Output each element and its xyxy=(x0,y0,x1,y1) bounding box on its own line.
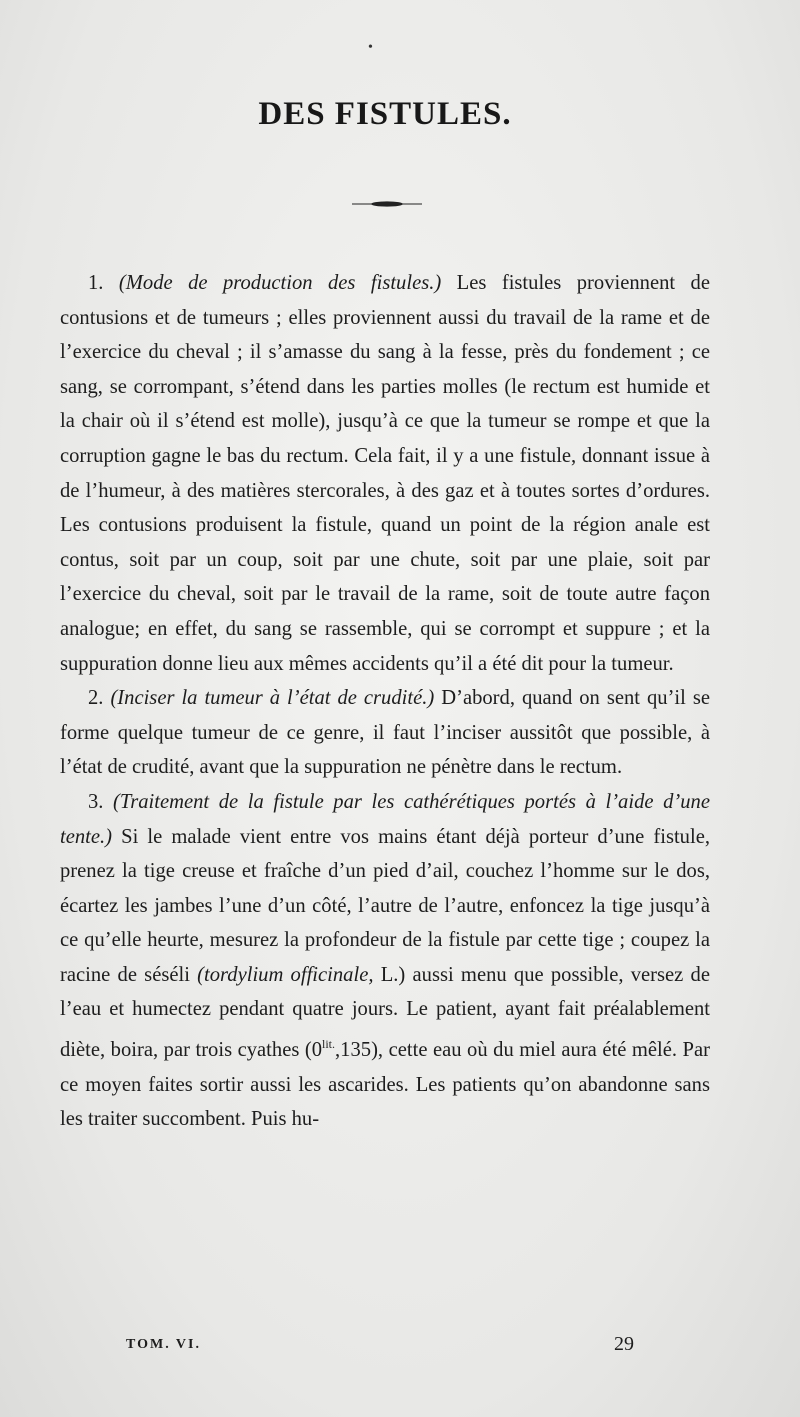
botanical-name: (tordylium officinale, xyxy=(197,963,374,986)
paragraph-heading: (Traitement de la fistule par les cathérétiques portés à l’aide d’une tente.) xyxy=(60,790,710,848)
paragraph-text: L.) aussi menu que possible, versez de l’eau et humectez pendant quatre jours. Le patient, ayant fait préalablement diète, boira, par trois cyathes (0 xyxy=(60,963,710,1061)
ornamental-rule xyxy=(352,200,422,208)
paragraph-text: ,135), cette eau où du miel aura été mêlé. Par ce moyen faites sortir aussi les ascarides. Les patients qu’on abandonne sans les traiter succombent. Puis hu- xyxy=(60,1038,710,1131)
text-body xyxy=(60,266,710,1137)
paragraph-text: Les fistules proviennent de contusions et de tumeurs ; elles proviennent aussi du travail de la rame et de l’exercice du cheval ; il s’amasse du sang à la fesse, près du fondement ; ce sang, se corrompant, s’étend dans les parties molles (le rectum est humide et la chair où il s’étend est molle), jusqu’à ce que la tumeur se rompe et que la corruption gagne le bas du rectum. Cela fait, il y a une fistule, donnant issue à de l’humeur, à des matières stercorales, à des gaz et à toutes sortes d’ordures. Les contusions produisent la fistule, quand un point de la région anale est contus, soit par un coup, soit par une chute, soit par une plaie, soit par l’exercice du cheval, soit par le travail de la rame, soit de toute autre façon analogue; en effet, du sang se rassemble, qui se corrompt et suppure ; et la suppuration donne lieu aux mêmes accidents qu’il a été dit pour la tumeur. xyxy=(60,272,710,675)
paragraph-heading: (Inciser la tumeur à l’état de crudité.) xyxy=(110,687,435,710)
volume-label: TOM. VI. xyxy=(126,1337,201,1352)
paragraph-text: Si le malade vient entre vos mains étant déjà porteur d’une fistule, prenez la tige creuse et fraîche d’un pied d’ail, couchez l’homme sur le dos, écartez les jambes l’une d’un côté, l’autre de l’autre, enfoncez la tige jusqu’à ce qu’elle heurte, mesurez la profondeur de la fistule par cette tige ; coupez la racine de séséli xyxy=(60,825,710,986)
paragraph-number: 3. xyxy=(88,790,104,813)
paragraph-number: 1. xyxy=(88,272,104,294)
paragraph-2 xyxy=(60,681,710,785)
unit-superscript: lit. xyxy=(322,1037,336,1052)
paragraph-heading: (Mode de production des fistules.) xyxy=(118,272,442,294)
page-number: 29 xyxy=(614,1333,634,1355)
printer-mark: • xyxy=(368,40,373,55)
paragraph-1 xyxy=(60,266,710,681)
paragraph-text: D’abord, quand on sent qu’il se forme quelque tumeur de ce genre, il faut l’inciser aussitôt que possible, à l’état de crudité, avant que la suppuration ne pénètre dans le rectum. xyxy=(60,687,710,779)
paragraph-3 xyxy=(60,785,710,1137)
paragraph-number: 2. xyxy=(88,687,104,710)
page-title: DES FISTULES. xyxy=(258,96,512,132)
